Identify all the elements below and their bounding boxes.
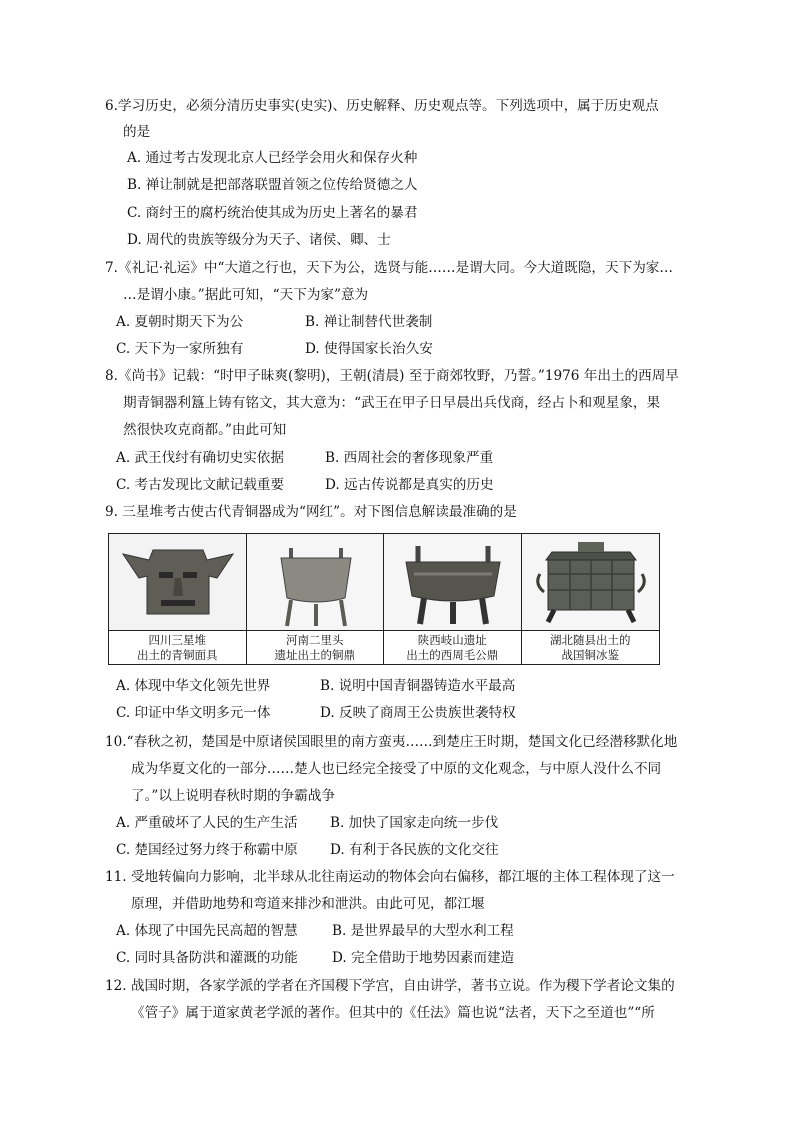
q8-stem: 期青铜器利簋上铸有铭文，其大意为：“武王在甲子日早晨出兵伐商，经占卜和观星象，果 (123, 395, 661, 411)
q11-option-c[interactable]: C. 同时具备防洪和灌溉的功能 (116, 950, 298, 966)
caption-line: 出土的青铜面具 (137, 647, 218, 662)
q7-option-c[interactable]: C. 天下为一家所独有 (116, 341, 244, 357)
q8-option-a[interactable]: A. 武王伐纣有确切史实依据 (116, 450, 284, 466)
caption-line: 河南二里头 (286, 632, 344, 647)
caption-line: 出土的西周毛公鼎 (406, 647, 499, 662)
caption-line: 陕西岐山遗址 (417, 632, 487, 647)
q9-option-b[interactable]: B. 说明中国青铜器铸造水平最高 (320, 678, 516, 694)
caption-line: 四川三星堆 (148, 632, 206, 647)
caption-line: 湖北随县出土的 (550, 632, 631, 647)
q8-stem: 8.《尚书》记载：“时甲子昧爽(黎明)，王朝(清晨) 至于商郊牧野，乃誓。”1976 年出土的西周早 (105, 368, 679, 384)
q7-stem: …是谓小康。”据此可知，“天下为家”意为 (123, 287, 369, 303)
maogong-ding-image (384, 534, 522, 630)
q10-stem: 10.“春秋之初，楚国是中原诸侯国眼里的南方蛮夷……到楚庄王时期，楚国文化已经潜移默化地 (105, 734, 678, 750)
caption-line: 战国铜冰鉴 (561, 647, 619, 662)
bronze-image-table (108, 533, 660, 665)
caption-line: 遗址出土的铜鼎 (274, 647, 355, 662)
q9-option-d[interactable]: D. 反映了商周王公贵族世袭特权 (320, 705, 516, 721)
q7-option-b[interactable]: B. 禅让制替代世袭制 (305, 314, 433, 330)
caption-suixian (522, 630, 660, 664)
q6-stem: 的是 (123, 124, 151, 140)
q10-option-b[interactable]: B. 加快了国家走向统一步伐 (330, 815, 499, 831)
q7-stem: 7.《礼记·礼运》中“大道之行也，天下为公，选贤与能……是谓大同。今大道既隐，天下为家… (105, 260, 673, 276)
q9-stem: 9. 三星堆考古使古代青铜器成为“网红”。对下图信息解读最准确的是 (105, 504, 517, 520)
caption-mask (109, 630, 247, 664)
q8-option-d[interactable]: D. 远古传说都是真实的历史 (325, 477, 494, 493)
q8-option-b[interactable]: B. 西周社会的奢侈现象严重 (325, 450, 494, 466)
q7-option-a[interactable]: A. 夏朝时期天下为公 (116, 314, 244, 330)
q11-option-a[interactable]: A. 体现了中国先民高超的智慧 (116, 923, 298, 939)
q6-option-c[interactable]: C. 商纣王的腐朽统治使其成为历史上著名的暴君 (127, 205, 418, 221)
q10-option-c[interactable]: C. 楚国经过努力终于称霸中原 (116, 842, 298, 858)
q9-option-c[interactable]: C. 印证中华文明多元一体 (116, 705, 271, 721)
bronze-mask-image (109, 534, 247, 630)
q6-option-a[interactable]: A. 通过考古发现北京人已经学会用火和保存火种 (127, 150, 418, 166)
q10-option-a[interactable]: A. 严重破坏了人民的生产生活 (116, 815, 298, 831)
q10-option-d[interactable]: D. 有利于各民族的文化交往 (330, 842, 499, 858)
q8-option-c[interactable]: C. 考古发现比文献记载重要 (116, 477, 285, 493)
q7-option-d[interactable]: D. 使得国家长治久安 (305, 341, 433, 357)
q11-stem: 11. 受地转偏向力影响，北半球从北往南运动的物体会向右偏移，都江堰的主体工程体现了这一 (105, 869, 675, 885)
q11-option-d[interactable]: D. 完全借助于地势因素而建造 (332, 950, 515, 966)
q8-stem: 然很快攻克商都。”由此可知 (123, 422, 287, 438)
q6-stem: 6.学习历史，必须分清历史事实(史实)、历史解释、历史观点等。下列选项中，属于历史观点 (105, 98, 659, 114)
q6-option-d[interactable]: D. 周代的贵族等级分为天子、诸侯、卿、士 (127, 232, 391, 248)
q11-option-b[interactable]: B. 是世界最早的大型水利工程 (332, 923, 514, 939)
q10-stem: 了。”以上说明春秋时期的争霸战争 (131, 788, 336, 804)
erlitou-ding-image (247, 534, 385, 630)
q11-stem: 原理，并借助地势和弯道来排沙和泄洪。由此可见，都江堰 (131, 896, 485, 912)
q12-stem: 《管子》属于道家黄老学派的著作。但其中的《任法》篇也说“法者，天下之至道也”“所 (131, 1005, 655, 1021)
q10-stem: 成为华夏文化的一部分……楚人也已经完全接受了中原的文化观念，与中原人没什么不同 (131, 761, 662, 777)
q9-option-a[interactable]: A. 体现中华文化领先世界 (116, 678, 271, 694)
caption-qishan (384, 630, 522, 664)
ice-jian-image (522, 534, 660, 630)
q12-stem: 12. 战国时期，各家学派的学者在齐国稷下学宫，自由讲学，著书立说。作为稷下学者论文集的 (105, 978, 675, 994)
q6-option-b[interactable]: B. 禅让制就是把部落联盟首领之位传给贤德之人 (127, 177, 418, 193)
caption-erlitou (247, 630, 385, 664)
